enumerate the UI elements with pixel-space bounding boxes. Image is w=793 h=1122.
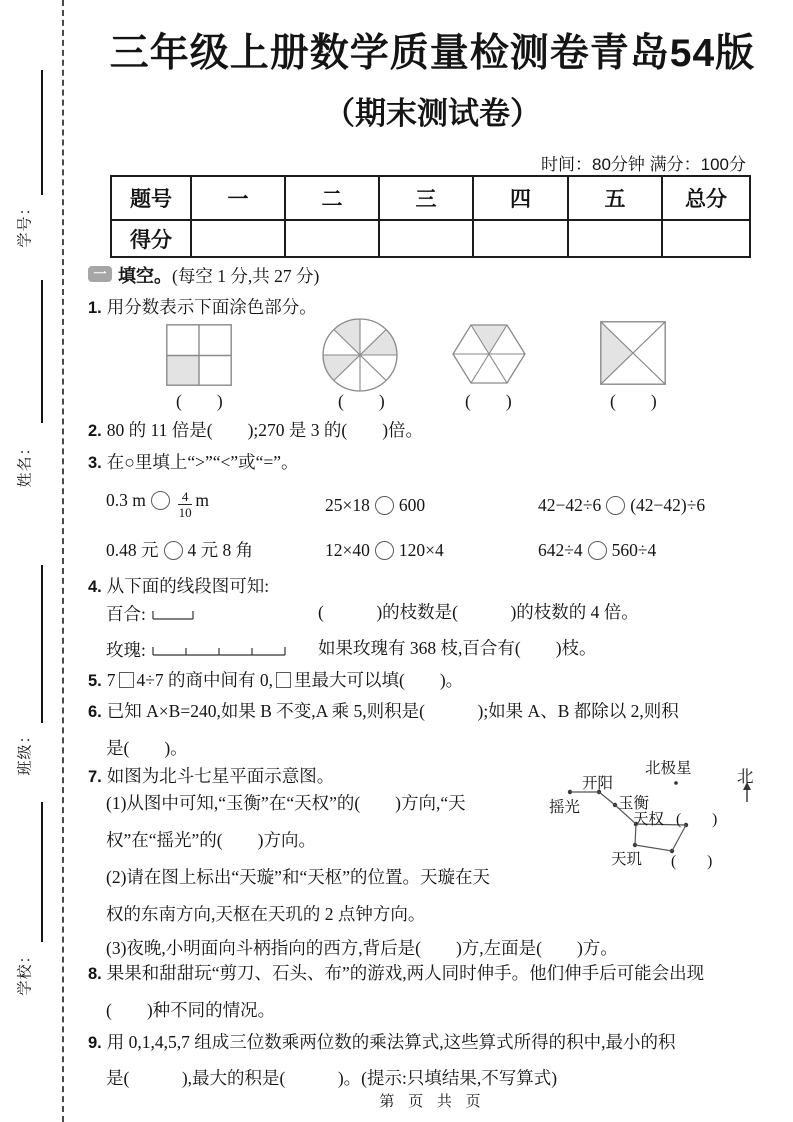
expression-left: 42−42÷6: [538, 495, 602, 515]
question-text: 从下面的线段图可知:: [106, 576, 270, 596]
expression-left: 642÷4: [538, 540, 583, 560]
shaded-sector: [323, 355, 360, 380]
expression-left: 0.48 元: [106, 540, 159, 560]
question-text: 里最大可以填( )。: [294, 670, 464, 690]
expression-left: 25×18: [325, 495, 370, 515]
compare-item-3: [538, 495, 705, 517]
polaris-label: 北极星: [645, 760, 692, 777]
name-label: 姓名：: [17, 439, 34, 488]
paper-subtitle: （期末测试卷）: [324, 96, 541, 131]
answer-paren: ( ): [610, 391, 657, 411]
question-number: 9.: [88, 1034, 102, 1052]
score-table: [110, 175, 751, 258]
expression-right: (42−42)÷6: [630, 495, 706, 515]
lily-label: 百合:: [106, 604, 146, 624]
question-4: [88, 576, 269, 598]
q4-statement-2: 如果玫瑰有 368 枝,百合有( )枝。: [318, 638, 597, 658]
score-row-label: 得分: [111, 220, 191, 257]
question-7-sub-2: (2)请在图上标出“天璇”和“天枢”的位置。天璇在天: [106, 867, 490, 887]
tianji-label: 天玑: [611, 851, 643, 868]
expression-right: m: [195, 490, 209, 510]
fraction-grid-square-figure: [166, 324, 232, 386]
question-text: 7: [106, 670, 116, 690]
expression-right: 4 元 8 角: [187, 540, 254, 560]
shaded-sector: [360, 330, 397, 355]
score-table-header-cell: 四: [473, 176, 568, 220]
fraction: [178, 490, 193, 519]
question-text: 4÷7 的商中间有 0,: [136, 670, 273, 690]
comparison-circle: [375, 541, 394, 560]
question-1: [88, 297, 317, 319]
score-blank-cell: [662, 220, 750, 257]
compare-item-1: [106, 490, 209, 519]
margin-dashed-divider: [62, 0, 64, 1122]
score-table-header-cell: 总分: [662, 176, 750, 220]
score-blank-cell: [191, 220, 285, 257]
student-id-label: 学号：: [17, 199, 34, 248]
rose-segment-figure: [152, 643, 286, 659]
question-3: [88, 452, 299, 474]
time-score-info: 时间：80分钟 满分：100分: [541, 155, 746, 174]
fraction-numerator: 4: [178, 490, 193, 505]
expression-left: 12×40: [325, 540, 370, 560]
school-label: 学校：: [17, 947, 34, 996]
yuheng-label: 玉衡: [618, 795, 650, 812]
shaded-cell: [167, 356, 199, 386]
compare-item-2: [325, 495, 425, 517]
fraction-circle-figure: [322, 318, 398, 392]
lily-segment-figure: [152, 607, 194, 623]
shaded-triangle: [601, 322, 633, 384]
question-8: [88, 963, 704, 985]
question-8-line-2: ( )种不同的情况。: [106, 1000, 276, 1020]
expression-right: 560÷4: [611, 540, 657, 560]
question-7-sub-2-line-2: 权的东南方向,天枢在天玑的 2 点钟方向。: [106, 904, 426, 924]
question-number: 8.: [88, 965, 102, 983]
big-dipper-diagram: [525, 750, 793, 878]
question-number: 3.: [88, 454, 102, 472]
blank-box: [119, 672, 134, 688]
q4-statement-1: ( )的枝数是( )的枝数的 4 倍。: [318, 602, 639, 622]
class-write-line: [41, 565, 43, 723]
score-table-header-cell: 题号: [111, 176, 191, 220]
question-number: 1.: [88, 299, 102, 317]
tianquan-label: 天权: [633, 811, 665, 828]
name-write-line: [41, 280, 43, 423]
answer-paren: ( ): [176, 391, 223, 411]
question-6: [88, 701, 679, 723]
rose-label: 玫瑰:: [106, 640, 146, 660]
comparison-circle: [151, 491, 170, 510]
answer-paren: ( ): [338, 391, 385, 411]
expression-right: 600: [398, 495, 426, 515]
question-7-sub-1-line-2: 权”在“摇光”的( )方向。: [106, 830, 316, 850]
score-blank-cell: [568, 220, 662, 257]
comparison-circle: [606, 496, 625, 515]
score-table-header-cell: 三: [379, 176, 473, 220]
question-number: 2.: [88, 422, 102, 440]
question-text: 果果和甜甜玩“剪刀、石头、布”的游戏,两人同时伸手。他们伸手后可能会出现: [106, 963, 705, 983]
question-9-line-2: 是( ),最大的积是( )。(提示:只填结果,不写算式): [106, 1068, 558, 1088]
comparison-circle: [375, 496, 394, 515]
question-6-line-2: 是( )。: [106, 738, 188, 758]
question-9: [88, 1032, 676, 1054]
question-7: [88, 766, 334, 788]
fraction-diagonal-square-figure: [600, 321, 666, 385]
section-note: (每空 1 分,共 27 分): [172, 266, 320, 286]
section-one-heading: [118, 262, 319, 288]
comparison-circle: [164, 541, 183, 560]
section-one-badge: 一: [88, 266, 112, 282]
question-text: 80 的 11 倍是( );270 是 3 的( )倍。: [106, 420, 424, 440]
question-number: 4.: [88, 578, 102, 596]
comparison-circle: [588, 541, 607, 560]
question-text: 已知 A×B=240,如果 B 不变,A 乘 5,则积是( );如果 A、B 都除以 2,则积: [106, 701, 679, 721]
score-table-header-cell: 二: [285, 176, 379, 220]
question-text: 在○里填上“>”“<”或“=”。: [106, 452, 299, 472]
question-text: 用分数表示下面涂色部分。: [106, 297, 317, 317]
question-number: 5.: [88, 672, 102, 690]
kaiyang-label: 开阳: [582, 775, 614, 792]
question-7-sub-1: (1)从图中可知,“玉衡”在“天权”的( )方向,“天: [106, 793, 466, 813]
answer-paren: ( ): [671, 853, 713, 870]
section-title: 填空。: [118, 266, 172, 286]
expression-left: 0.3 m: [106, 490, 146, 510]
north-label: 北: [737, 767, 754, 786]
answer-paren: ( ): [465, 391, 512, 411]
question-7-sub-3: (3)夜晚,小明面向斗柄指向的西方,背后是( )方,左面是( )方。: [106, 938, 618, 958]
shaded-triangle: [471, 325, 507, 354]
score-blank-cell: [379, 220, 473, 257]
question-number: 6.: [88, 703, 102, 721]
score-table-header-cell: 一: [191, 176, 285, 220]
blank-box: [276, 672, 291, 688]
school-write-line: [41, 802, 43, 942]
compare-item-5: [325, 540, 444, 562]
page-footer: 第 页 共 页: [379, 1094, 486, 1110]
compare-item-6: [538, 540, 656, 562]
compare-item-4: [106, 540, 253, 562]
expression-right: 120×4: [398, 540, 444, 560]
answer-paren: ( ): [676, 811, 718, 828]
question-number: 7.: [88, 768, 102, 786]
shaded-sector: [334, 319, 360, 355]
fraction-denominator: 10: [178, 505, 192, 520]
question-2: [88, 420, 423, 442]
question-text: 用 0,1,4,5,7 组成三位数乘两位数的乘法算式,这些算式所得的积中,最小的积: [106, 1032, 676, 1052]
score-blank-cell: [473, 220, 568, 257]
class-label: 班级：: [17, 727, 34, 776]
question-text: 如图为北斗七星平面示意图。: [106, 766, 335, 786]
paper-title: 三年级上册数学质量检测卷青岛54版: [109, 32, 756, 75]
question-5: [88, 670, 463, 692]
yaoguang-label: 摇光: [549, 799, 581, 816]
fraction-hexagon-figure: [452, 321, 526, 387]
score-table-header-cell: 五: [568, 176, 662, 220]
student-id-write-line: [41, 70, 43, 195]
score-blank-cell: [285, 220, 379, 257]
